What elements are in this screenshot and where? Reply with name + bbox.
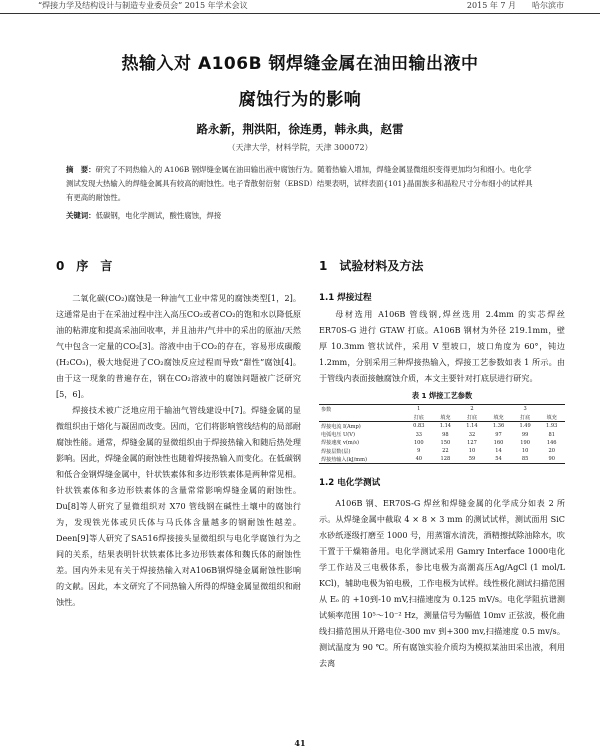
table-row (319, 439, 565, 447)
header-date-place: 2015 年 7 月 哈尔滨市 (466, 1, 564, 10)
table-header-cell: 打底 (406, 413, 433, 422)
table-header-cell: 参数 (319, 405, 406, 414)
table-cell: 9 (417, 448, 421, 455)
table-cell: 33 (415, 431, 423, 438)
table-cell: 127 (467, 439, 477, 446)
intro-paragraph-2: 焊接技术被广泛地应用于输油气管线建设中[7]。焊缝金属的显微组织由于熔化与凝固而改变。因而，它们将影响管线结构的局部耐腐蚀性能。通常，焊缝金属的显微组织由于焊接热输入和随后热处理影响。因此，焊缝金属的耐蚀性也随着焊接热输入而变化。在低碳钢和低合金钢焊缝金属中，针状铁素体和多边形铁素体是两种常见相。针状铁素体和多边形铁素体的含量常常影响焊缝金属的耐蚀性。Du[8]等人研究了显微组织对 X70 管线钢在碱性土壤中的腐蚀行为，发现铁光体或贝氏体与马氏体含量越多的钢耐蚀性越差。Deen[9]等人研究了SA516焊接接头显微组织与电化学腐蚀行为之间的关系，结果表明针状铁素体比多边形铁素体和魏氏体的耐蚀性差。国内外未见有关于焊接热输入对A106B钢焊缝金属耐蚀性影响的文献。因此，本文研究了不同热输入所得的焊缝金属显微组织和耐蚀性。 (56, 405, 301, 607)
table-cell: 146 (546, 439, 557, 446)
table-cell: 1.36 (492, 423, 505, 430)
table-cell: 焊接层数(层) (321, 448, 351, 455)
welding-column (319, 289, 565, 386)
table-header-cell: 3 (512, 405, 539, 414)
keywords-label: 关键词： (66, 211, 96, 220)
table-header-cell: 填充 (432, 413, 459, 422)
table-header-cell: 填充 (485, 413, 512, 422)
subsection-heading-electrochemical: 1.2 电化学测试 (319, 478, 381, 488)
abstract (66, 163, 536, 205)
intro-paragraph-1: 二氧化碳(CO₂)腐蚀是一种油气工业中常见的腐蚀类型[1，2]。这通常是由于在采油过程中注入高压CO₂或者CO₂的饱和水以降低原油的粘滞度和提高采油回收率，并且油井/气井中的采出的原油/天然气中包含一定量的CO₂[3]。溶液中由于CO₂的存在，容易形成碳酸(H₂CO₃)，极大地促进了CO₂腐蚀反应过程而导致“甜性”腐蚀[4]。由于这一现象的普遍存在，钢在CO₂溶液中的腐蚀问题被广泛研究[5，6]。 (56, 293, 301, 399)
subsection-heading-welding: 1.1 焊接过程 (319, 293, 372, 303)
table-header-cell (319, 413, 406, 422)
table-cell: 97 (495, 431, 502, 438)
table-row (319, 447, 565, 455)
table-cell: 59 (459, 455, 486, 464)
table-cell: 1.14 (439, 423, 452, 430)
table-header-cell: 填充 (538, 413, 565, 422)
table-cell: 1.14 (466, 423, 478, 430)
table-header-row (319, 405, 565, 414)
table-cell: 81 (548, 431, 555, 438)
table-header-cell (538, 405, 565, 414)
keywords (66, 209, 536, 223)
paper-title-line1: 热输入对 A106B 钢焊缝金属在油田输出液中 (121, 54, 479, 74)
keywords-text: 低碳钢，电化学测试，酸性腐蚀，焊接 (95, 211, 222, 220)
table-cell: 10 (468, 448, 476, 455)
table-cell: 0.83 (413, 423, 425, 430)
table-caption: 表 1 焊接工艺参数 (411, 391, 473, 400)
header-conference: “焊接力学及结构设计与制造专业委员会” 2015 年学术会议 (38, 1, 248, 10)
table-cell: 焊接电流 I(Amp) (321, 423, 361, 430)
abstract-label: 摘 要： (66, 165, 96, 174)
section-heading-introduction: 0 序 言 (56, 259, 113, 273)
welding-paragraph: 母材选用 A106B 管线钢,焊丝选用 2.4mm 的实芯焊丝 ER70S-G 进行 GTAW 打底。A106B 钢材为外径 219.1mm，壁厚 10.3mm 管状试件，采用 V 型坡口，坡口角度为 60°，钝边 1.2mm，分别采用三种焊接热输入，焊接工艺参数如表 1 所示。由于管线内表面接触腐蚀介质，本文主要针对打底层进行研究。 (319, 309, 565, 383)
table-cell: 32 (468, 431, 476, 438)
table-header-cell (485, 405, 512, 414)
table-row (319, 455, 565, 464)
table-cell: 99 (521, 431, 529, 438)
table-header-cell: 打底 (512, 413, 539, 422)
welding-parameters-table (319, 404, 565, 464)
affiliation: （天津大学，材料学院，天津 300072） (227, 143, 373, 152)
table-cell: 电弧电压 U(V) (321, 432, 355, 439)
table-cell: 14 (495, 448, 502, 455)
table-header-cell: 打底 (459, 413, 486, 422)
table-cell: 焊接速度 v(m/s) (321, 440, 360, 447)
table-cell: 54 (485, 455, 512, 464)
electrochemical-paragraph: A106B 钢、ER70S-G 焊丝和焊缝金属的化学成分如表 2 所示。从焊缝金属中截取 4 × 8 × 3 mm 的测试试样，测试面用 SiC 水砂纸逐级打磨至 1000 号，用蒸馏水清洗，酒精擦拭除油除水，吹干置于干燥箱备用。电化学测试采用 Gamry Interface 1000电化学工作站及三电极体系，参比电极为高潮高压Ag/AgCl (1 mol/L KCl)，辅助电极为铂电极，工作电极为试样。线性极化测试扫描范围从 Eₒ 的 +10到-10 mV,扫描速度为 0.125 mV/s。电化学阻抗谱测试频率范围 10⁵～10⁻² Hz，测量信号为幅值 10mv 正弦波，极化曲线扫描范围从开路电位-300 mv 到+300 mv,扫描速度 0.5 mv/s。测试温度为 90 ℃。所有腐蚀实验介质均为模拟某油田采出液，利用去离 (319, 498, 565, 668)
table-cell: 22 (442, 448, 449, 455)
table-header-cell: 2 (459, 405, 486, 414)
section-heading-materials-methods: 1 试验材料及方法 (319, 259, 424, 273)
table-cell: 98 (442, 431, 449, 438)
paper-title-line2: 腐蚀行为的影响 (238, 90, 362, 110)
table-header-cell (432, 405, 459, 414)
table-row (319, 422, 565, 431)
electrochemical-column (319, 495, 565, 671)
table-cell: 150 (440, 439, 451, 446)
intro-column (56, 290, 301, 610)
table-cell: 90 (538, 455, 565, 464)
table-cell: 40 (406, 455, 433, 464)
table-header-cell: 1 (406, 405, 433, 414)
table-cell: 20 (548, 448, 555, 455)
table-subheader-row (319, 413, 565, 422)
table-cell: 85 (512, 455, 539, 464)
table-cell: 100 (413, 439, 424, 446)
table-cell: 1.93 (546, 423, 558, 430)
table-cell: 160 (493, 439, 504, 446)
page-number: 41 (294, 738, 306, 748)
table-cell: 1.49 (519, 423, 531, 430)
table-row (319, 431, 565, 439)
abstract-text: 研究了不同热输入的 A106B 钢焊缝金属在油田输出液中腐蚀行为。随着热输入增加，焊缝金属显微组织变得更加均匀和细小。电化学测试发现大热输入的焊缝金属具有较高的耐蚀性。电子背散射衍射（EBSD）结果表明，试样表面{101}晶面族多和晶粒尺寸分布细小的试样具有更高的耐蚀性。 (66, 165, 533, 202)
table-cell: 10 (521, 448, 529, 455)
running-header (0, 0, 600, 14)
table-cell: 128 (432, 455, 459, 464)
table-cell: 焊接热输入(kJ/mm) (319, 455, 406, 464)
table-cell: 190 (520, 439, 530, 446)
author-list: 路永新，荆洪阳，徐连勇，韩永典，赵雷 (196, 122, 404, 136)
